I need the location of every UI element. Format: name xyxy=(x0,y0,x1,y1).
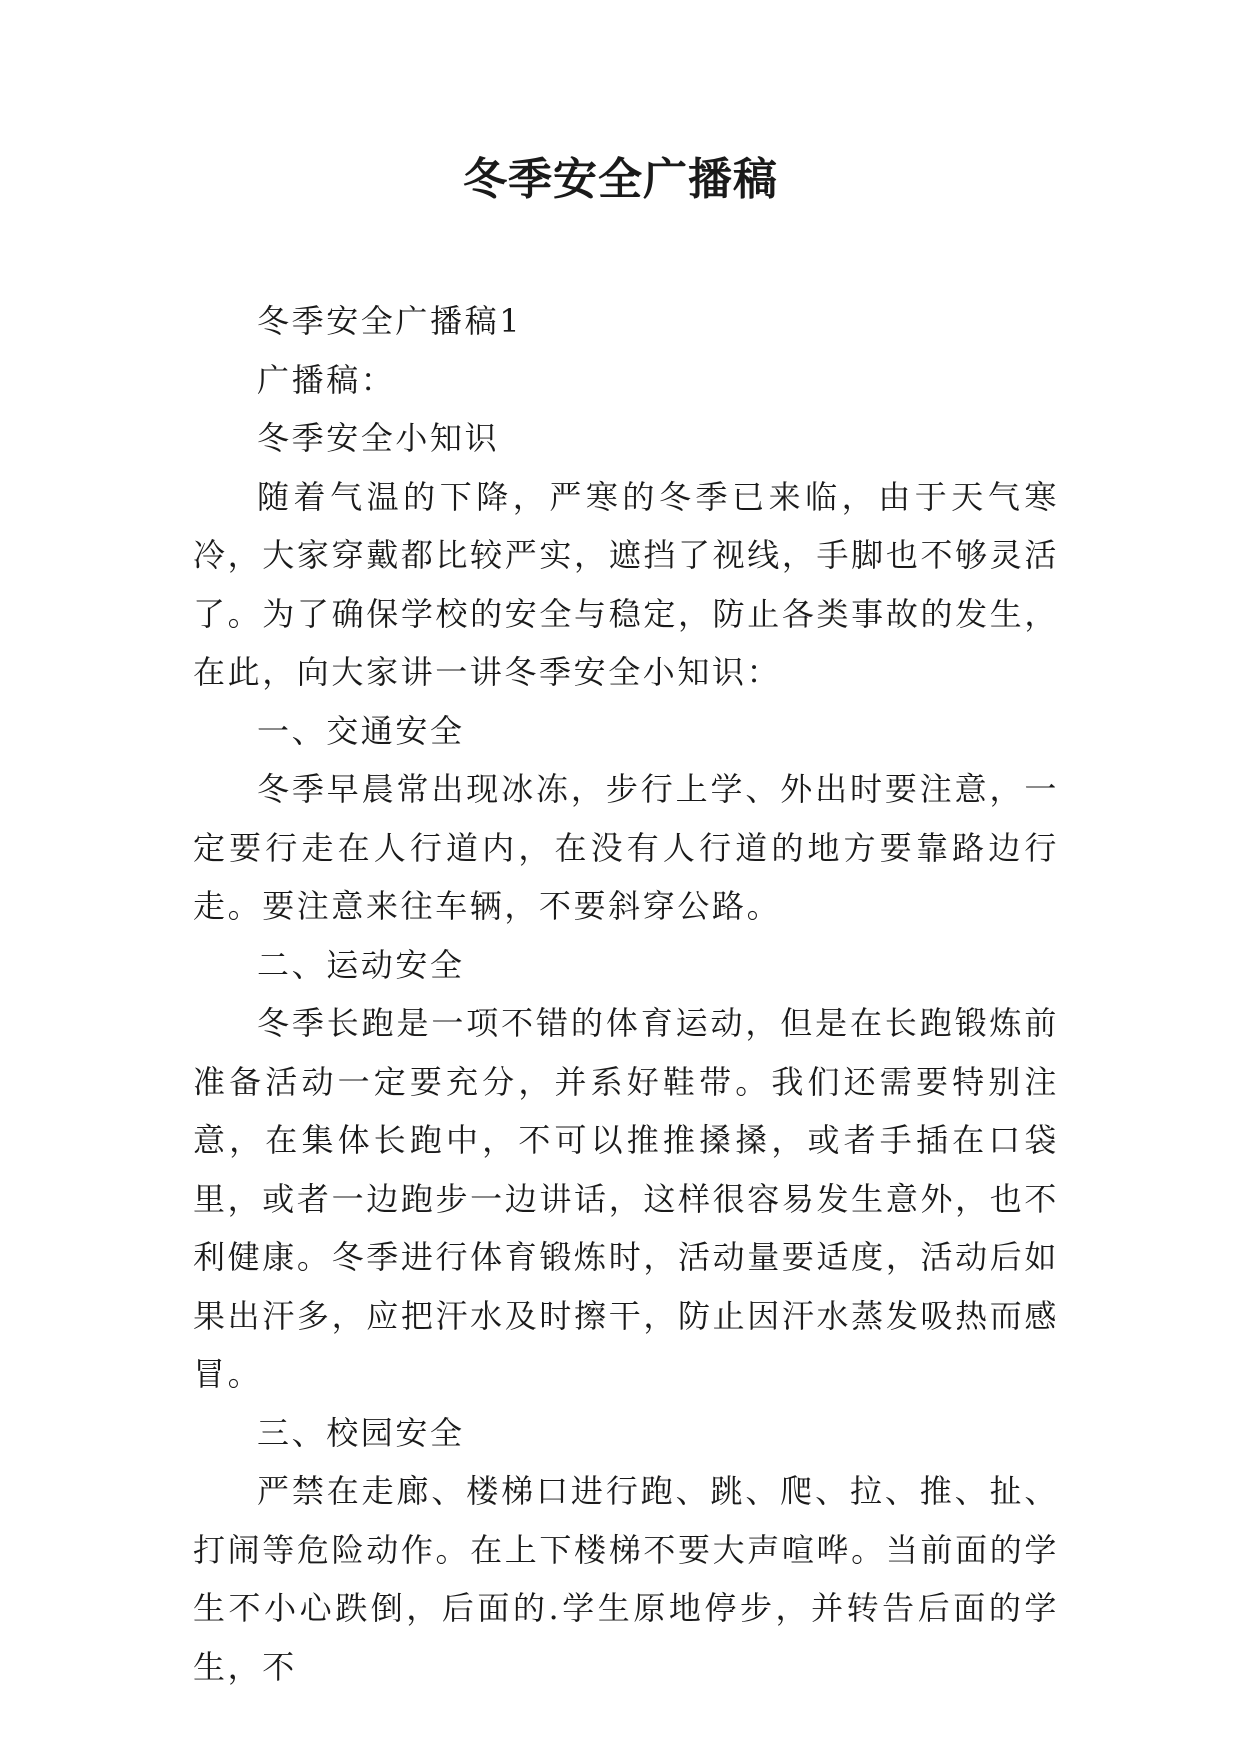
section-heading-traffic: 一、交通安全 xyxy=(257,711,465,750)
paragraph-intro: 随着气温的下降，严寒的冬季已来临，由于天气寒冷，大家穿戴都比较严实，遮挡了视线，手脚也不够灵活了。为了确保学校的安全与稳定，防止各类事故的发生，在此，向大家讲一讲冬季安全小知识： xyxy=(193,477,1059,691)
paragraph-campus: 严禁在走廊、楼梯口进行跑、跳、爬、拉、推、扯、打闹等危险动作。在上下楼梯不要大声喧哗。当前面的学生不小心跌倒，后面的.学生原地停步，并转告后面的学生，不 xyxy=(193,1472,1059,1686)
section-heading-campus: 三、校园安全 xyxy=(257,1413,465,1452)
paragraph-heading: 冬季安全广播稿1 xyxy=(257,302,523,340)
document-body xyxy=(193,292,1059,1696)
paragraph-traffic: 冬季早晨常出现冰冻，步行上学、外出时要注意，一定要行走在人行道内，在没有人行道的地方要靠路边行走。要注意来往车辆，不要斜穿公路。 xyxy=(193,770,1059,925)
paragraph-label: 广播稿： xyxy=(257,360,396,399)
section-heading-sports: 二、运动安全 xyxy=(257,945,465,984)
paragraph-subtitle: 冬季安全小知识 xyxy=(257,419,500,457)
document-title: 冬季安全广播稿 xyxy=(463,154,778,205)
paragraph-sports: 冬季长跑是一项不错的体育运动，但是在长跑锻炼前准备活动一定要充分，并系好鞋带。我们还需要特别注意，在集体长跑中，不可以推推搡搡，或者手插在口袋里，或者一边跑步一边讲话，这样很容易发生意外，也不利健康。冬季进行体育锻炼时，活动量要适度，活动后如果出汗多，应把汗水及时擦干，防止因汗水蒸发吸热而感冒。 xyxy=(193,1004,1059,1393)
